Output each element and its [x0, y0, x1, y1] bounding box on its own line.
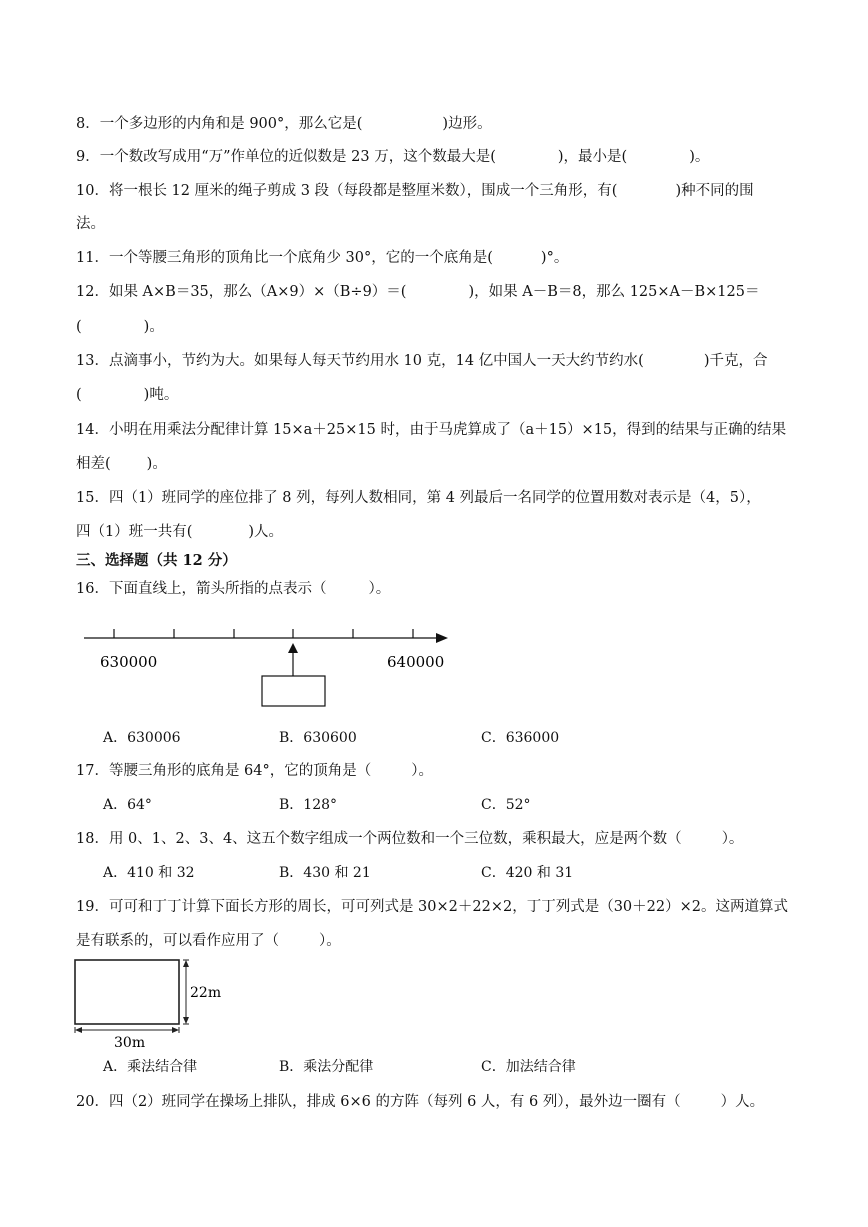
option-c: C．420 和 31	[481, 865, 574, 881]
question-20	[76, 1092, 796, 1112]
question-9-text-mid: )，最小是(	[557, 149, 628, 165]
option-b: B．430 和 21	[279, 865, 371, 881]
question-11-text-end: )°。	[540, 250, 569, 266]
question-8-text: 8．一个多边形的内角和是 900°，那么它是(	[76, 116, 363, 132]
question-8	[76, 114, 796, 134]
rectangle-shape	[75, 960, 179, 1024]
rectangle-figure	[70, 955, 230, 1050]
paren-close: )吨。	[143, 387, 179, 403]
question-13-text-end: )千克，合	[703, 353, 768, 369]
dimension-arrowhead	[75, 1027, 82, 1033]
dimension-arrowhead	[172, 1027, 179, 1033]
option-b: B．乘法分配律	[279, 1059, 374, 1075]
number-line-end-label: 640000	[387, 653, 445, 671]
question-13	[76, 351, 796, 371]
paren-open: (	[76, 387, 82, 403]
question-13-text: 13．点滴事小，节约为大。如果每人每天节约用水 10 克，14 亿中国人一天大约节约水(	[76, 353, 644, 369]
pointer-arrow-head	[288, 643, 298, 653]
question-9	[76, 147, 796, 167]
question-16	[76, 579, 796, 599]
question-10-continued: 法。	[76, 216, 105, 232]
answer-box	[262, 676, 325, 706]
question-15-text-cont: 四（1）班一共有(	[76, 524, 193, 540]
question-14-text-cont: 相差(	[76, 456, 111, 472]
question-16-text: 16．下面直线上，箭头所指的点表示（	[76, 581, 327, 597]
question-15-text-end: )人。	[248, 524, 284, 540]
question-15: 15．四（1）班同学的座位排了 8 列，每列人数相同，第 4 列最后一名同学的位置用数对表示是（4，5），	[76, 490, 761, 506]
question-12-continued	[76, 317, 796, 337]
question-12-text-end: )，如果 A－B＝8，那么 125×A－B×125＝	[468, 284, 760, 300]
question-19-continued	[76, 931, 796, 951]
paren-open: (	[76, 319, 82, 335]
question-19: 19．可可和丁丁计算下面长方形的周长，可可列式是 30×2＋22×2，丁丁列式是（30＋22）×2。这两道算式	[76, 899, 788, 915]
question-10-text-end: )种不同的围	[675, 183, 754, 199]
option-c: C．636000	[481, 730, 560, 746]
option-c: C．加法结合律	[481, 1059, 576, 1075]
paren-close: ）。	[721, 831, 744, 847]
question-8-text-end: )边形。	[442, 116, 492, 132]
paren-close: ）。	[368, 581, 391, 597]
question-11-text: 11．一个等腰三角形的顶角比一个底角少 30°，它的一个底角是(	[76, 250, 493, 266]
option-a: A．64°	[103, 797, 152, 813]
question-9-text-end: )。	[689, 149, 710, 165]
question-12-text: 12．如果 A×B＝35，那么（A×9）×（B÷9）＝(	[76, 284, 407, 300]
question-17-text: 17．等腰三角形的底角是 64°，它的顶角是（	[76, 763, 372, 779]
dimension-arrowhead	[183, 960, 189, 967]
question-15-continued	[76, 522, 796, 542]
question-17	[76, 761, 796, 781]
question-18	[76, 829, 796, 849]
question-9-text: 9．一个数改写成用“万”作单位的近似数是 23 万，这个数最大是(	[76, 149, 496, 165]
paren-close: ）。	[411, 763, 434, 779]
number-line-figure	[78, 620, 458, 715]
paren-close: ）人。	[720, 1094, 765, 1110]
paren-close: )。	[143, 319, 164, 335]
question-20-text: 20．四（2）班同学在操场上排队，排成 6×6 的方阵（每列 6 人，有 6 列），最外边一圈有（	[76, 1094, 681, 1110]
question-11	[76, 248, 796, 268]
dimension-arrowhead	[183, 1017, 189, 1024]
question-10-text: 10．将一根长 12 厘米的绳子剪成 3 段（每段都是整厘米数），围成一个三角形，有(	[76, 183, 618, 199]
paren-close: ）。	[319, 933, 341, 949]
question-19-text-cont: 是有联系的，可以看作应用了（	[76, 933, 279, 949]
option-b: B．630600	[279, 730, 357, 746]
question-14-continued	[76, 454, 796, 474]
height-label: 22m	[190, 985, 222, 1001]
option-a: A．乘法结合律	[103, 1059, 198, 1075]
number-line-start-label: 630000	[100, 653, 158, 671]
question-13-continued	[76, 385, 796, 405]
section-title-choice: 三、选择题（共 12 分）	[76, 552, 237, 569]
option-c: C．52°	[481, 797, 531, 813]
width-label: 30m	[114, 1035, 146, 1051]
question-12	[76, 282, 796, 302]
question-18-text: 18．用 0、1、2、3、4、这五个数字组成一个两位数和一个三位数，乘积最大，应是两个数（	[76, 831, 682, 847]
option-b: B．128°	[279, 797, 338, 813]
option-a: A．630006	[103, 730, 181, 746]
number-line-arrowhead	[436, 633, 448, 643]
question-14: 14．小明在用乘法分配律计算 15×a＋25×15 时，由于马虎算成了（a＋15）×15，得到的结果与正确的结果	[76, 422, 787, 438]
option-a: A．410 和 32	[103, 865, 195, 881]
question-10	[76, 181, 796, 201]
paren-close: )。	[146, 456, 167, 472]
